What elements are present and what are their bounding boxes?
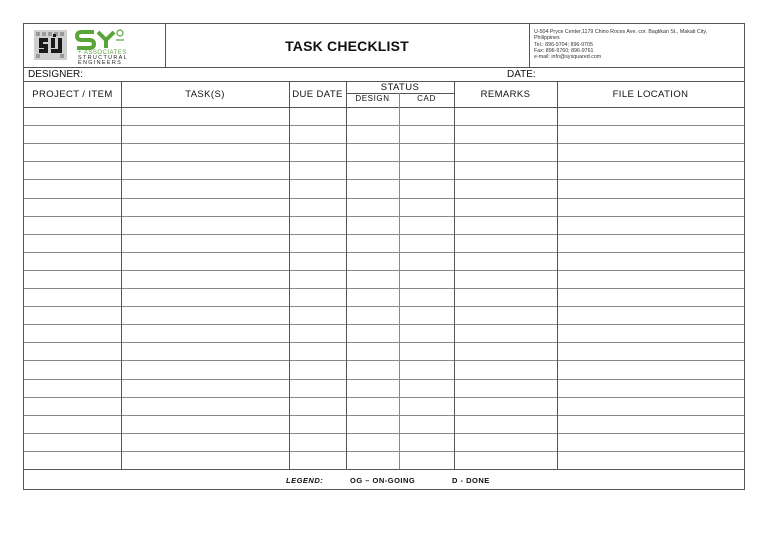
- table-row[interactable]: [24, 270, 744, 288]
- logo-sy-mark: [77, 30, 124, 48]
- column-divider: [289, 81, 290, 469]
- row-divider: [24, 469, 744, 470]
- column-header-file-location: FILE LOCATION: [612, 89, 689, 100]
- table-row[interactable]: [24, 107, 744, 125]
- title-cell: [165, 24, 530, 67]
- column-header-remarks: REMARKS: [480, 89, 531, 100]
- column-header-tasks: TASK(S): [185, 89, 225, 100]
- designer-date-row: [24, 67, 744, 81]
- header-band: [24, 24, 744, 67]
- table-row[interactable]: [24, 161, 744, 179]
- column-header-design: DESIGN: [355, 94, 390, 103]
- table-row[interactable]: [24, 252, 744, 270]
- table-row[interactable]: [24, 216, 744, 234]
- column-divider: [346, 81, 347, 469]
- status-subheader-divider: [346, 93, 454, 94]
- company-address: [529, 24, 744, 67]
- table-row[interactable]: [24, 234, 744, 252]
- column-header-project: PROJECT / ITEM: [32, 89, 113, 100]
- table-row[interactable]: [24, 342, 744, 360]
- logo-associates: + ASSOCIATES: [78, 50, 127, 56]
- table-row[interactable]: [24, 415, 744, 433]
- address-line: Fax: 896-9760; 896-9761: [534, 47, 594, 54]
- column-header-cad: CAD: [417, 94, 436, 103]
- table-row[interactable]: [24, 397, 744, 415]
- table-row[interactable]: [24, 451, 744, 469]
- column-header-status: STATUS: [380, 82, 420, 93]
- task-table: [24, 81, 744, 491]
- column-header-due-date: DUE DATE: [292, 89, 343, 100]
- logo-engineers: ENGINEERS: [78, 60, 123, 66]
- logo-pixel-mark: [34, 30, 67, 60]
- table-row[interactable]: [24, 360, 744, 378]
- logo-cell: [24, 24, 166, 67]
- address-line: U-504 Pryce Center,1179 Chino Roces Ave. cor. Bagtikan St., Makati City,: [534, 29, 708, 35]
- table-row[interactable]: [24, 179, 744, 197]
- legend-ongoing: OG – ON-GOING: [350, 476, 416, 485]
- table-top-border: [24, 81, 744, 82]
- column-divider: [454, 81, 455, 469]
- checklist-sheet: [23, 23, 745, 490]
- legend-done: D - DONE: [452, 476, 490, 485]
- column-divider: [557, 81, 558, 469]
- table-row[interactable]: [24, 379, 744, 397]
- table-row[interactable]: [24, 198, 744, 216]
- design-cad-divider: [399, 93, 400, 469]
- designer-label: DESIGNER:: [28, 69, 84, 80]
- table-row[interactable]: [24, 125, 744, 143]
- table-row[interactable]: [24, 288, 744, 306]
- column-divider: [121, 81, 122, 469]
- table-row[interactable]: [24, 306, 744, 324]
- address-line: Philippines: [534, 35, 560, 42]
- legend-label: LEGEND:: [286, 476, 324, 485]
- address-line: Tel.: 896-9704; 896-9705: [534, 41, 593, 48]
- address-line: e-mail: info@sysquared.com: [534, 54, 602, 61]
- table-row[interactable]: [24, 143, 744, 161]
- logo-structural: STRUCTURAL: [78, 55, 128, 61]
- date-label: DATE:: [507, 69, 536, 80]
- page-title: TASK CHECKLIST: [285, 37, 409, 54]
- table-row[interactable]: [24, 433, 744, 451]
- table-row[interactable]: [24, 324, 744, 342]
